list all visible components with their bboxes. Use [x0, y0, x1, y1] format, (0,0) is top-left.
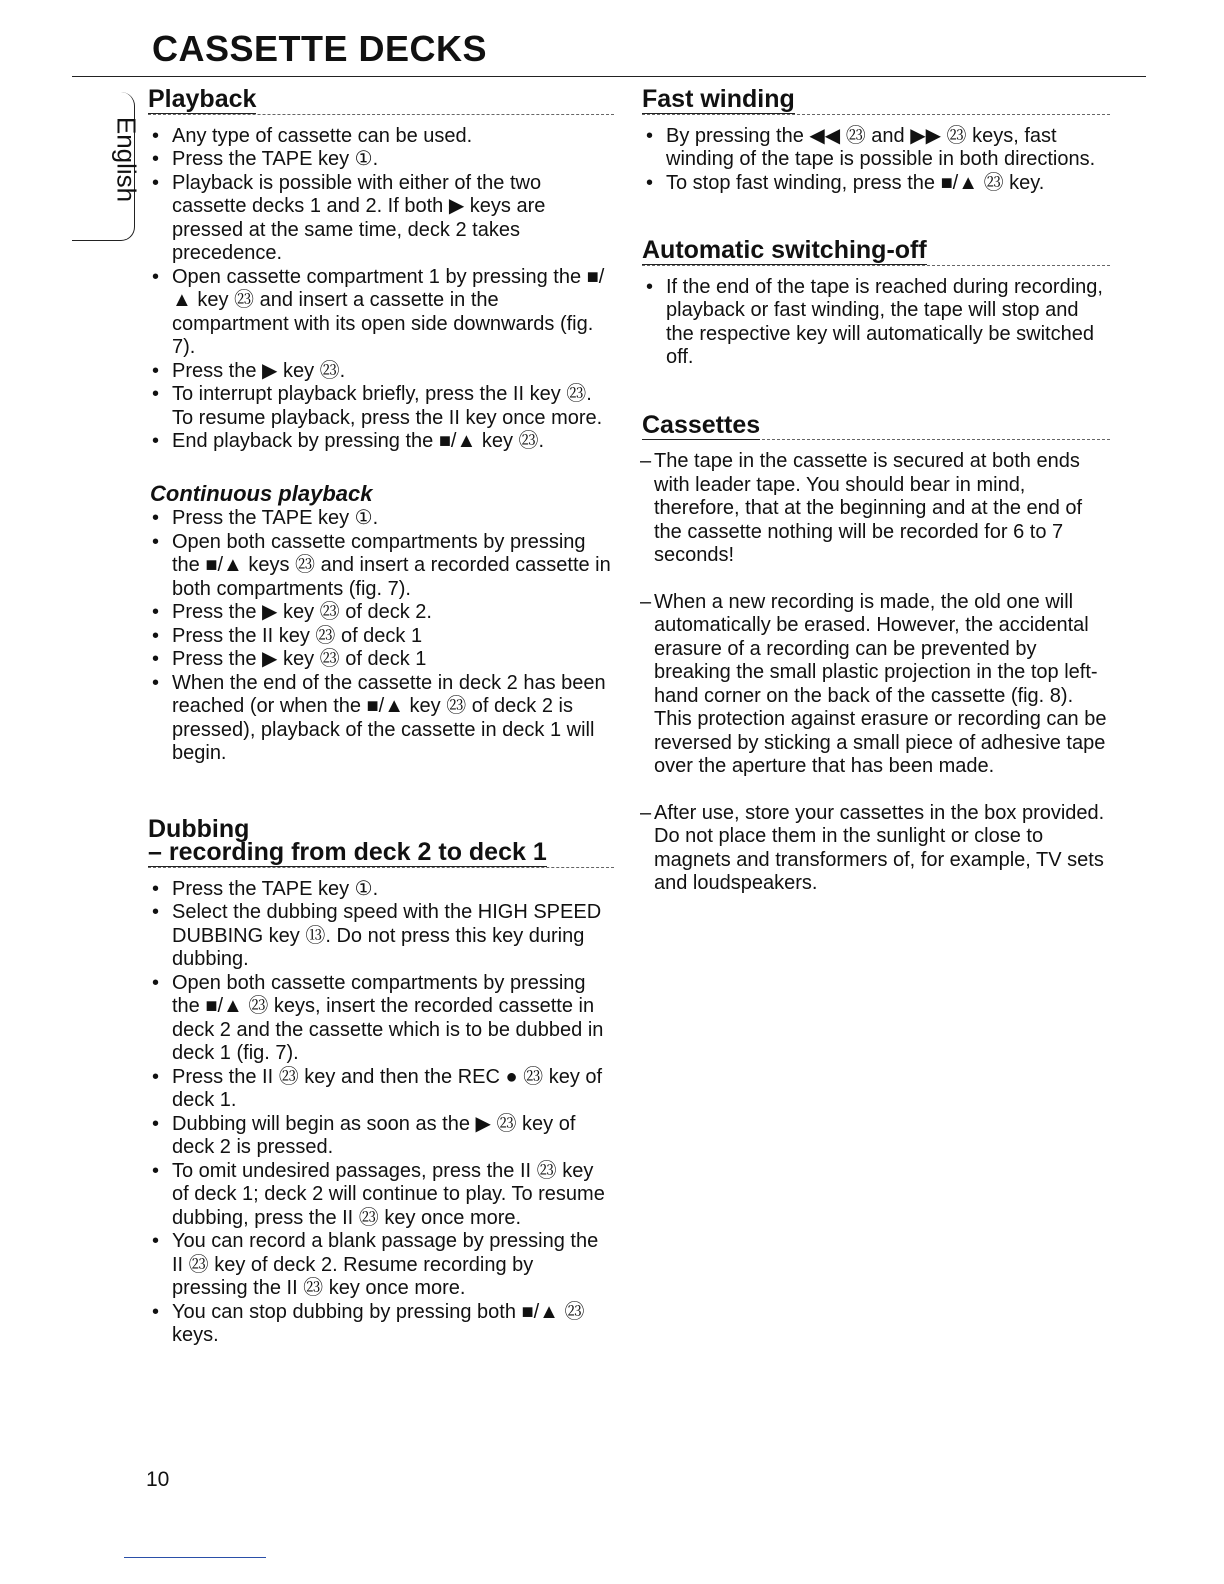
page-number: 10: [146, 1468, 170, 1491]
cassettes-paragraphs: [640, 450, 1110, 896]
playback-heading: Playback: [148, 88, 614, 115]
paragraph: – After use, store your cassettes in the box provided. Do not place them in the sunlight or close to magnets and transformers of, for example, TV sets and loudspeakers.: [640, 802, 1110, 896]
list-item: • To omit undesired passages, press the II ㉓ key of deck 1; deck 2 will continue to play. To resume dubbing, press the II ㉓ key once more.: [146, 1160, 614, 1231]
list-item: • Press the TAPE key ①.: [146, 148, 614, 172]
list-item: • To stop fast winding, press the ■/▲ ㉓ key.: [640, 172, 1110, 196]
auto-off-list: [640, 276, 1110, 370]
left-column: [146, 85, 614, 1348]
list-item: • Press the ▶ key ㉓ of deck 1: [146, 648, 614, 672]
fast-winding-heading: Fast winding: [642, 88, 1110, 115]
automatic-switching-off-heading: Automatic switching-off: [642, 239, 1110, 266]
dubbing-heading: Dubbing – recording from deck 2 to deck 1: [148, 818, 614, 868]
list-item: • By pressing the ◀◀ ㉓ and ▶▶ ㉓ keys, fast winding of the tape is possible in both directions.: [640, 125, 1110, 172]
list-item: • Select the dubbing speed with the HIGH SPEED DUBBING key ⑬. Do not press this key during dubbing.: [146, 901, 614, 972]
list-item: • To interrupt playback briefly, press the II key ㉓. To resume playback, press the II key once more.: [146, 383, 614, 430]
footer-line: [124, 1557, 266, 1558]
list-item: • End playback by pressing the ■/▲ key ㉓.: [146, 430, 614, 454]
language-tab-label: English: [111, 116, 142, 203]
list-item: • Press the TAPE key ①.: [146, 878, 614, 902]
dubbing-list: [146, 878, 614, 1348]
list-item: • You can record a blank passage by pressing the II ㉓ key of deck 2. Resume recording by pressing the II ㉓ key once more.: [146, 1230, 614, 1301]
list-item: • Press the ▶ key ㉓.: [146, 360, 614, 384]
continuous-list: [146, 507, 614, 766]
list-item: • Open cassette compartment 1 by pressing the ■/▲ key ㉓ and insert a cassette in the compartment with its open side downwards (fig. 7).: [146, 266, 614, 360]
continuous-playback-heading: Continuous playback: [150, 480, 373, 506]
list-item: • Press the ▶ key ㉓ of deck 2.: [146, 601, 614, 625]
list-item: • Press the TAPE key ①.: [146, 507, 614, 531]
paragraph: – When a new recording is made, the old one will automatically be erased. However, the accidental erasure of a recording can be prevented by breaking the small plastic projection in the top left-hand corner on the back of the cassette (fig. 8). This protection against erasure or recording can be reversed by sticking a small piece of adhesive tape over the aperture that has been made.: [640, 591, 1110, 779]
list-item: • Open both cassette compartments by pressing the ■/▲ keys ㉓ and insert a recorded cassette in both compartments (fig. 7).: [146, 531, 614, 602]
header-rule: [72, 76, 1146, 77]
list-item: • Playback is possible with either of the two cassette decks 1 and 2. If both ▶ keys are pressed at the same time, deck 2 takes precedence.: [146, 172, 614, 266]
right-column: [640, 85, 1110, 919]
cassettes-heading: Cassettes: [642, 414, 1110, 441]
list-item: • Press the II key ㉓ of deck 1: [146, 625, 614, 649]
list-item: • Any type of cassette can be used.: [146, 125, 614, 149]
fast-winding-list: [640, 125, 1110, 196]
list-item: • Press the II ㉓ key and then the REC ● ㉓ key of deck 1.: [146, 1066, 614, 1113]
language-tab: [72, 92, 142, 241]
page-title: CASSETTE DECKS: [152, 28, 488, 69]
list-item: • Dubbing will begin as soon as the ▶ ㉓ key of deck 2 is pressed.: [146, 1113, 614, 1160]
paragraph: – The tape in the cassette is secured at both ends with leader tape. You should bear in mind, therefore, that at the beginning and at the end of the cassette nothing will be recorded for 6 to 7 seconds!: [640, 450, 1110, 568]
list-item: • When the end of the cassette in deck 2 has been reached (or when the ■/▲ key ㉓ of deck 2 is pressed), playback of the cassette in deck 1 will begin.: [146, 672, 614, 766]
list-item: • If the end of the tape is reached during recording, playback or fast winding, the tape will stop and the respective key will automatically be switched off.: [640, 276, 1110, 370]
list-item: • You can stop dubbing by pressing both ■/▲ ㉓ keys.: [146, 1301, 614, 1348]
playback-list: [146, 125, 614, 454]
list-item: • Open both cassette compartments by pressing the ■/▲ ㉓ keys, insert the recorded cassette in deck 2 and the cassette which is to be dubbed in deck 1 (fig. 7).: [146, 972, 614, 1066]
